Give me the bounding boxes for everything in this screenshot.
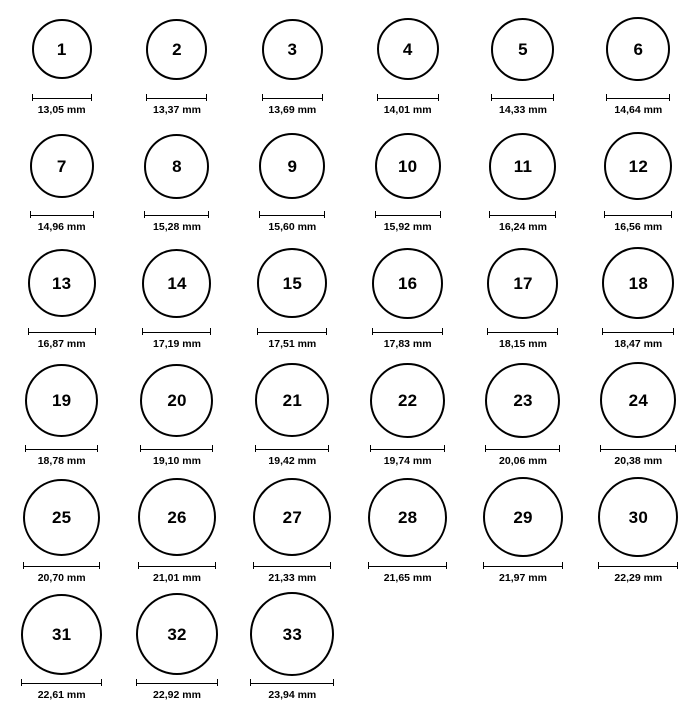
ring-size-cell [465,357,580,474]
ring-circle-wrap [138,474,216,560]
ring-measure-label: 18,78 mm [37,455,86,467]
ring-circle [489,133,556,200]
measure-bar-line [253,562,331,569]
ring-circle-wrap [21,591,102,677]
ring-measure-label: 14,33 mm [499,104,547,116]
measure-bar-line [140,445,213,452]
ring-circle-wrap [136,591,218,677]
ring-measure-label: 22,29 mm [614,572,663,584]
ring-measure-label: 20,06 mm [499,455,547,467]
ring-circle [604,132,672,200]
ring-circle [253,478,331,556]
measure-bar [262,93,323,102]
measure-bar [259,210,325,219]
ring-circle-wrap [377,6,439,92]
ring-number: 6 [633,39,644,59]
ring-size-cell [235,591,350,708]
ring-circle [136,593,218,675]
ring-size-cell [581,474,696,591]
measure-bar [489,210,556,219]
ring-circle-wrap [140,357,213,443]
measure-bar [136,678,218,687]
ring-size-cell [235,240,350,357]
ring-number: 9 [287,156,298,176]
ring-circle [30,134,94,198]
measure-bar [377,93,439,102]
ring-measure-label: 14,01 mm [383,104,432,116]
measure-bar-line [372,328,443,335]
measure-bar [491,93,554,102]
ring-circle-wrap [28,240,96,326]
ring-size-cell [4,6,119,123]
measure-bar-line [257,328,327,335]
ring-number: 32 [167,624,187,644]
measure-bar [32,93,92,102]
ring-size-cell [350,357,465,474]
ring-number: 23 [513,390,533,410]
ring-size-cell [4,240,119,357]
ring-size-cell [350,474,465,591]
ring-size-cell [581,123,696,240]
ring-circle-wrap [487,240,558,326]
ring-number: 17 [513,273,533,293]
ring-measure-label: 21,97 mm [499,572,547,584]
ring-circle-wrap [262,6,323,92]
ring-circle [250,592,334,676]
ring-circle [144,134,209,199]
ring-number: 11 [513,156,533,176]
ring-measure-label: 16,87 mm [37,338,86,350]
ring-size-cell [119,240,234,357]
measure-bar-line [368,562,447,569]
ring-size-cell [235,357,350,474]
ring-circle-wrap [257,240,327,326]
measure-bar [142,327,211,336]
measure-bar [372,327,443,336]
measure-bar [250,678,334,687]
measure-bar [368,561,447,570]
measure-bar-line [602,328,674,335]
measure-bar-line [136,679,218,686]
ring-circle-wrap [250,591,334,677]
ring-circle-wrap [483,474,563,560]
ring-circle [259,133,325,199]
ring-number: 26 [167,507,187,527]
measure-bar [606,93,670,102]
ring-number: 29 [513,507,533,527]
ring-circle [25,364,98,437]
ring-size-cell [465,6,580,123]
ring-circle-wrap [146,6,207,92]
ring-measure-label: 18,15 mm [499,338,547,350]
ring-circle [487,248,558,319]
ring-circle [370,363,445,438]
ring-size-cell [581,357,696,474]
ring-size-cell [4,591,119,708]
ring-circle-wrap [485,357,560,443]
ring-measure-label: 16,56 mm [614,221,663,233]
ring-circle [606,17,670,81]
measure-bar-line [491,94,554,101]
ring-circle-wrap [25,357,98,443]
ring-circle [257,248,327,318]
measure-bar [375,210,441,219]
measure-bar-line [487,328,558,335]
measure-bar [140,444,213,453]
ring-size-cell [119,6,234,123]
ring-measure-label: 17,19 mm [153,338,201,350]
ring-circle-wrap [491,6,554,92]
measure-bar-line [30,211,94,218]
ring-number: 14 [167,273,187,293]
ring-circle-wrap [600,357,676,443]
ring-measure-label: 21,33 mm [268,572,317,584]
measure-bar-line [604,211,672,218]
measure-bar-line [146,94,207,101]
ring-measure-label: 22,61 mm [37,689,86,701]
ring-circle-wrap [32,6,92,92]
ring-circle-wrap [30,123,94,209]
ring-number: 33 [282,624,302,644]
ring-circle-wrap [604,123,672,209]
ring-size-cell [4,123,119,240]
measure-bar [604,210,672,219]
ring-number: 10 [398,156,418,176]
ring-circle [600,362,676,438]
measure-bar-line [25,445,98,452]
ring-measure-label: 20,70 mm [37,572,86,584]
ring-measure-label: 21,65 mm [383,572,432,584]
measure-bar-line [600,445,676,452]
ring-number: 4 [402,39,413,59]
ring-circle-wrap [370,357,445,443]
ring-size-cell [119,591,234,708]
ring-circle-wrap [375,123,441,209]
measure-bar [485,444,560,453]
measure-bar-line [250,679,334,686]
ring-size-cell [235,6,350,123]
measure-bar [253,561,331,570]
ring-size-cell [119,123,234,240]
ring-measure-label: 19,42 mm [268,455,317,467]
ring-measure-label: 16,24 mm [499,221,547,233]
ring-number: 30 [628,507,648,527]
ring-number: 21 [282,390,302,410]
ring-size-cell [350,123,465,240]
ring-circle-wrap [23,474,100,560]
ring-circle [483,477,563,557]
ring-size-cell [235,474,350,591]
ring-number: 7 [56,156,67,176]
ring-circle [140,364,213,437]
ring-size-cell [581,6,696,123]
measure-bar [138,561,216,570]
ring-circle [255,363,329,437]
ring-circle [602,247,674,319]
ring-number: 28 [398,507,418,527]
measure-bar [144,210,209,219]
measure-bar-line [23,562,100,569]
ring-circle-wrap [255,357,329,443]
measure-bar [25,444,98,453]
ring-size-cell [235,123,350,240]
ring-circle [262,19,323,80]
measure-bar-line [262,94,323,101]
measure-bar [21,678,102,687]
ring-measure-label: 22,92 mm [153,689,201,701]
measure-bar-line [138,562,216,569]
ring-size-cell [119,474,234,591]
ring-circle-wrap [259,123,325,209]
ring-circle-wrap [602,240,674,326]
ring-circle [372,248,443,319]
ring-number: 15 [282,273,302,293]
measure-bar [483,561,563,570]
ring-size-cell [465,474,580,591]
ring-size-cell [465,240,580,357]
measure-bar-line [370,445,445,452]
measure-bar-line [21,679,102,686]
ring-grid [4,6,696,708]
measure-bar-line [144,211,209,218]
ring-number: 20 [167,390,187,410]
ring-number: 5 [518,39,528,59]
ring-measure-label: 23,94 mm [268,689,317,701]
ring-measure-label: 14,64 mm [614,104,663,116]
ring-size-cell [350,240,465,357]
ring-number: 13 [52,273,72,293]
ring-measure-label: 15,28 mm [153,221,201,233]
ring-measure-label: 15,92 mm [383,221,432,233]
ring-size-cell [119,357,234,474]
measure-bar [30,210,94,219]
ring-circle [491,18,554,81]
measure-bar [23,561,100,570]
ring-measure-label: 15,60 mm [268,221,317,233]
ring-number: 1 [56,39,67,59]
ring-circle [138,478,216,556]
measure-bar [600,444,676,453]
measure-bar-line [255,445,329,452]
ring-circle [485,363,560,438]
ring-circle-wrap [372,240,443,326]
ring-circle [142,249,211,318]
ring-measure-label: 13,37 mm [153,104,201,116]
ring-number: 27 [282,507,302,527]
ring-circle [28,249,96,317]
ring-number: 16 [398,273,418,293]
ring-number: 31 [52,624,72,644]
ring-circle-wrap [489,123,556,209]
ring-number: 8 [172,156,182,176]
ring-measure-label: 17,51 mm [268,338,317,350]
ring-measure-label: 17,83 mm [383,338,432,350]
ring-number: 2 [172,39,182,59]
ring-circle [146,19,207,80]
measure-bar-line [259,211,325,218]
ring-circle-wrap [606,6,670,92]
ring-circle-wrap [598,474,678,560]
ring-circle [377,18,439,80]
ring-circle-wrap [144,123,209,209]
ring-circle [368,478,447,557]
ring-number: 3 [287,39,298,59]
ring-measure-label: 20,38 mm [614,455,663,467]
measure-bar-line [375,211,441,218]
ring-size-cell [465,123,580,240]
ring-circle [32,19,92,79]
ring-circle-wrap [368,474,447,560]
measure-bar [487,327,558,336]
measure-bar-line [489,211,556,218]
ring-measure-label: 19,10 mm [153,455,201,467]
measure-bar [257,327,327,336]
ring-circle [598,477,678,557]
ring-circle [21,594,102,675]
measure-bar-line [598,562,678,569]
ring-size-cell [4,474,119,591]
measure-bar [255,444,329,453]
ring-circle [23,479,100,556]
ring-circle [375,133,441,199]
measure-bar-line [483,562,563,569]
ring-measure-label: 14,96 mm [37,221,86,233]
ring-number: 19 [52,390,72,410]
ring-measure-label: 13,05 mm [37,104,86,116]
ring-number: 18 [628,273,648,293]
ring-size-cell [4,357,119,474]
ring-measure-label: 13,69 mm [268,104,317,116]
measure-bar-line [606,94,670,101]
ring-measure-label: 18,47 mm [614,338,663,350]
ring-circle-wrap [142,240,211,326]
measure-bar [598,561,678,570]
ring-circle-wrap [253,474,331,560]
measure-bar-line [142,328,211,335]
measure-bar [146,93,207,102]
ring-measure-label: 21,01 mm [153,572,201,584]
measure-bar [602,327,674,336]
measure-bar [370,444,445,453]
ring-number: 22 [398,390,418,410]
measure-bar-line [377,94,439,101]
measure-bar-line [485,445,560,452]
ring-number: 25 [52,507,72,527]
measure-bar-line [32,94,92,101]
ring-size-cell [581,240,696,357]
measure-bar-line [28,328,96,335]
ring-size-cell [350,6,465,123]
measure-bar [28,327,96,336]
ring-measure-label: 19,74 mm [383,455,432,467]
ring-number: 24 [628,390,648,410]
ring-number: 12 [628,156,648,176]
